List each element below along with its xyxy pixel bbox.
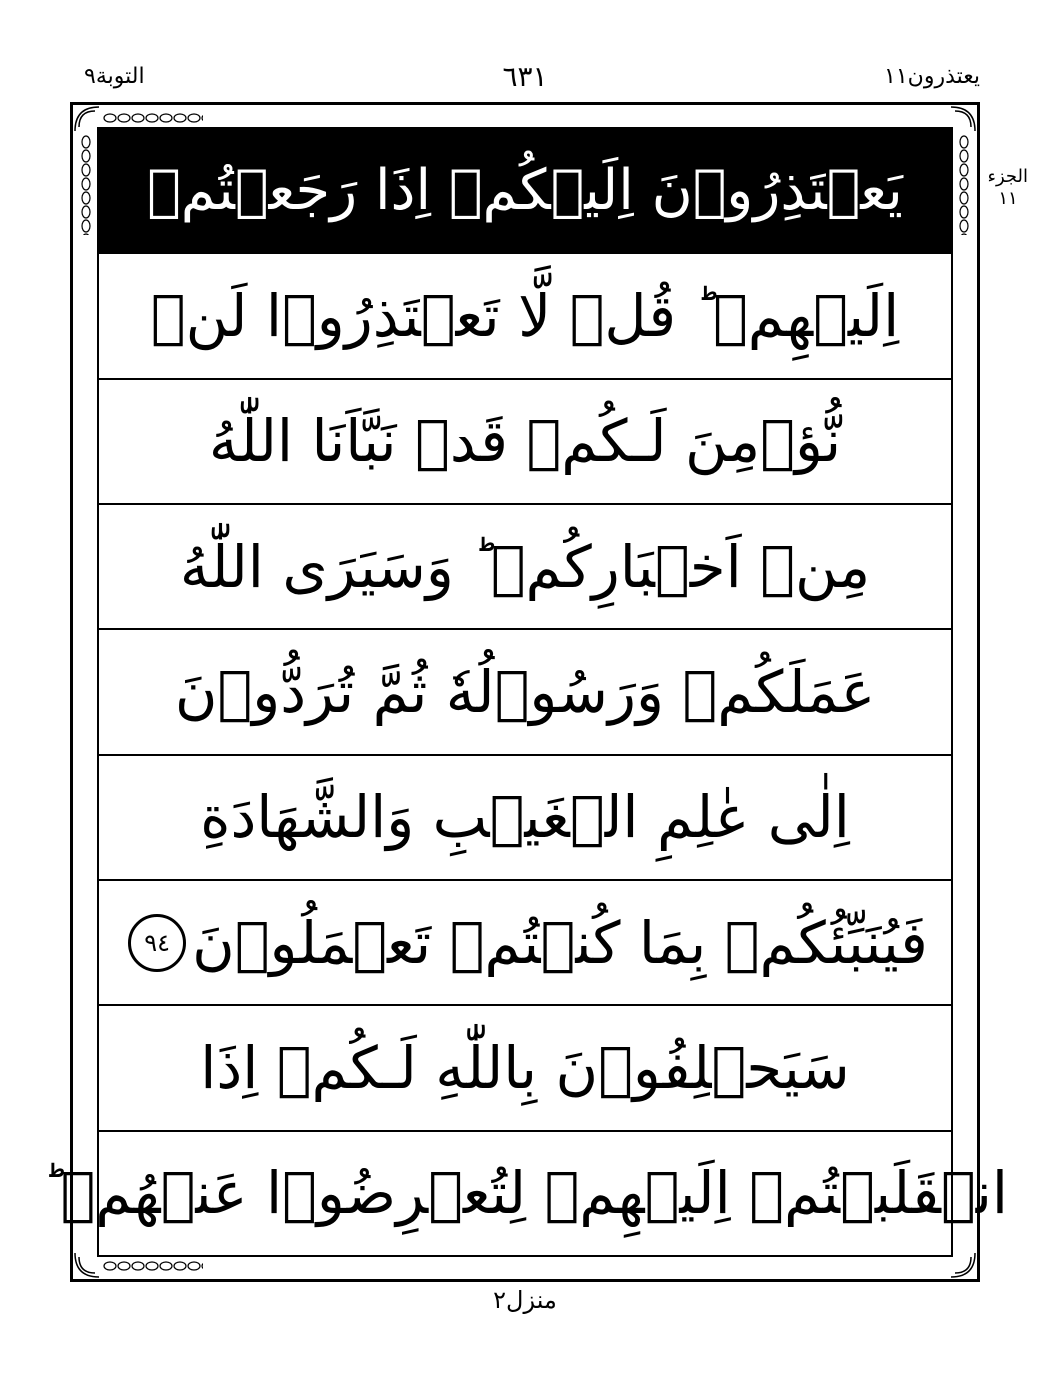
verse-line-highlighted: يَعۡتَذِرُوۡنَ اِلَيۡكُمۡ اِذَا رَجَعۡتُمۡ <box>99 129 951 254</box>
verse-line: انۡقَلَبۡتُمۡ اِلَيۡهِمۡ لِتُعۡرِضُوۡا عَنۡهُمۡ ؕ <box>42 1159 1008 1228</box>
chain-border-icon <box>79 135 93 235</box>
verse-line: اِلٰى عٰلِمِ الۡغَيۡبِ وَالشَّهَادَةِ <box>99 756 951 881</box>
page-number: ٦٣١ <box>502 60 548 93</box>
chain-border-icon <box>957 135 971 235</box>
verse-line: اِلَيۡهِمۡ ؕ قُلۡ لَّا تَعۡتَذِرُوۡا لَنۡ <box>99 254 951 379</box>
verse-line: نُّؤۡمِنَ لَـكُمۡ قَدۡ نَبَّاَنَا اللّٰهُ <box>99 380 951 505</box>
verse-line: عَمَلَكُمۡ وَرَسُوۡلُهٗ ثُمَّ تُرَدُّوۡنَ <box>99 630 951 755</box>
chain-border-icon <box>103 111 203 125</box>
surah-name: التوبة٩ <box>84 64 145 89</box>
ayah-end-marker: ٩٤ <box>128 914 186 972</box>
page-header <box>70 62 980 102</box>
manzil-footer: منزل٢ <box>493 1286 557 1314</box>
juz-marker: الجزء ١١ <box>987 166 1028 209</box>
verse-line: مِنۡ اَخۡبَارِكُمۡ ؕ وَسَيَرَى اللّٰهُ <box>99 505 951 630</box>
chain-border-icon <box>103 1259 203 1273</box>
corner-ornament-icon <box>949 105 977 133</box>
verse-line-with-ayah-mark <box>99 881 951 1006</box>
verse-line: سَيَحۡلِفُوۡنَ بِاللّٰهِ لَـكُمۡ اِذَا <box>99 1006 951 1131</box>
corner-ornament-icon <box>949 1251 977 1279</box>
para-name: يعتذرون١١ <box>884 64 980 89</box>
verse-text: فَيُنَبِّئُكُمۡ بِمَا كُنۡتُمۡ تَعۡمَلُوۡنَ <box>192 908 928 977</box>
